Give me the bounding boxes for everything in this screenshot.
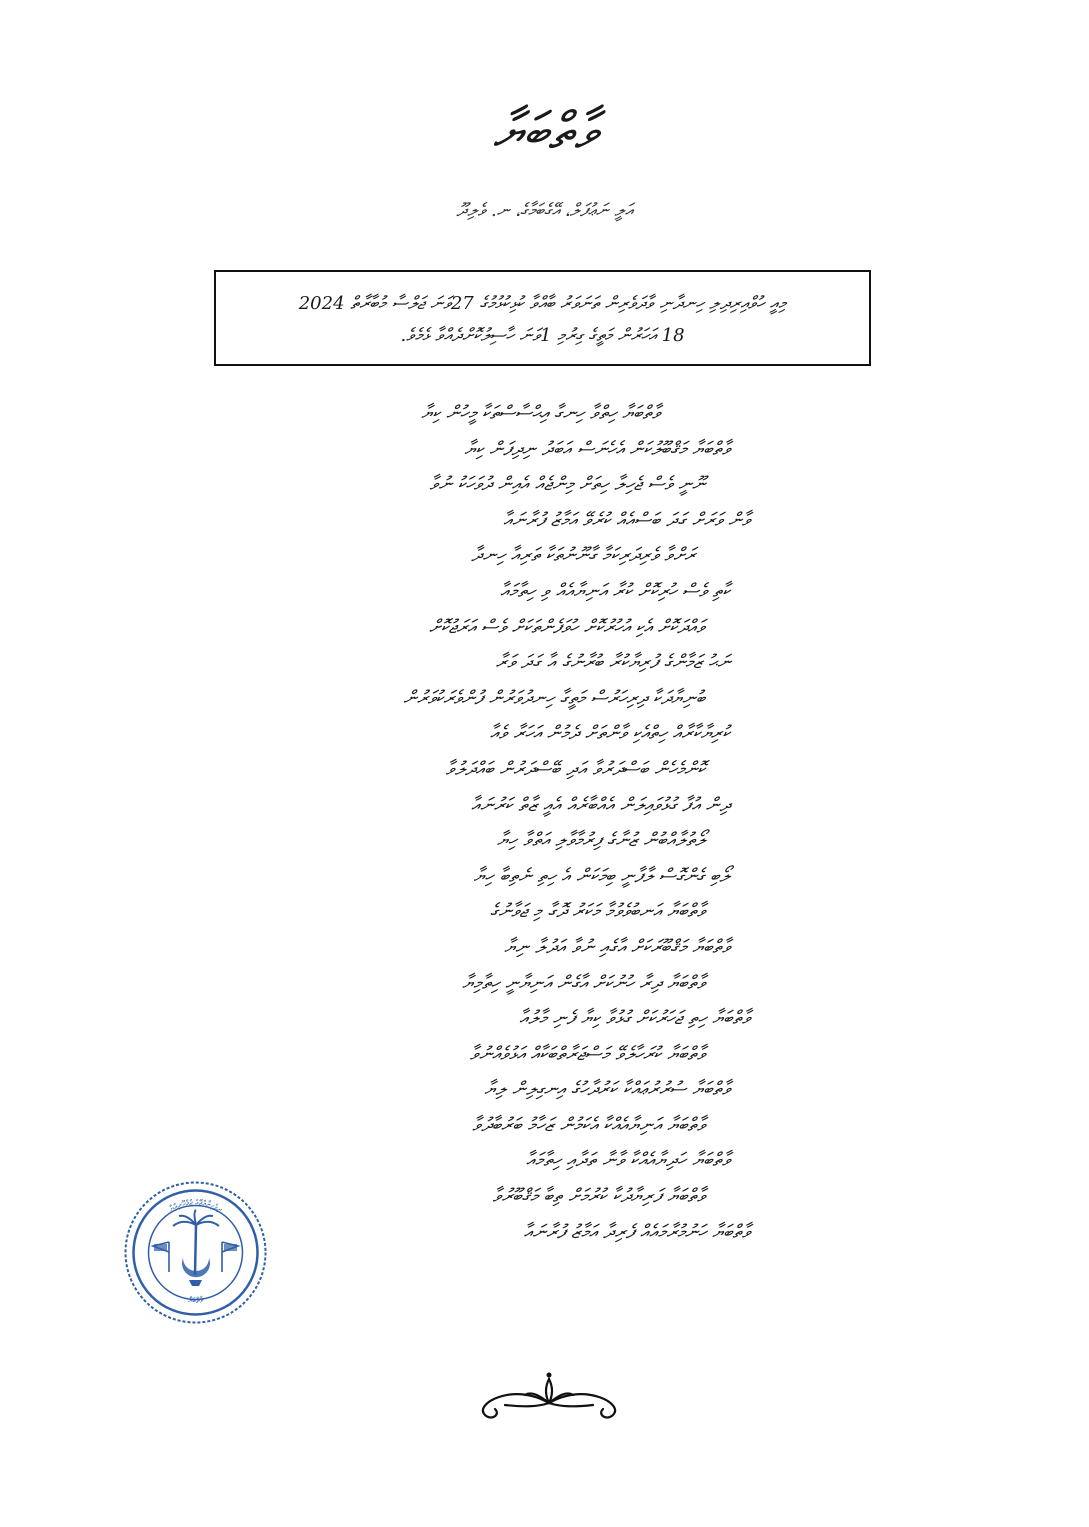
poem-line: ލޯބި ގެންގޮސް ލާފާނީ ބިމަކަން އެ ހިތި ނެތިބާ ހިޔާ: [473, 864, 730, 887]
poem-line: ރަށްވާ ވެރިދަރިކަމާ ގާނޫނުތަކާ ތަރިއާ ހިނދާ: [471, 544, 695, 567]
official-seal-icon: [123, 1180, 268, 1325]
poem-line: ވާން ވަރަށް ގަދަ ބަސްއެއް ކުރެވޭ އަމާޒު ފުރާނައާ: [503, 508, 750, 531]
poem-line: ކާތި ވެސް ހުރިކޮށް ކުރާ އަނިޔާއެއް ވި ހިތާމައާ: [500, 579, 730, 602]
poem-line: ވާތްބަޔާ އަނބުވެވުމާ މަކަރު ދޮގާ މި ޖަވާނުގެ: [489, 900, 705, 923]
poem-line: ބުނިޔާދަކާ ދިރިހަރުސް މަތީގާ ހިނދުވަރުން ފުންވެރަކުވަރުން: [403, 686, 705, 709]
competition-info-box: [214, 270, 871, 366]
poem-line: ވާތްބަޔާ މަޤްބޫރަކަށް އާގެއި ނުވާ އަދުލާ ނިޔާ: [504, 935, 730, 958]
author-line: އަލީ ނަޢުފަލް، އޭގެބަމާގެ، ނ. ވެލިދޫ: [456, 200, 633, 221]
decorative-flourish-icon: [465, 1365, 633, 1425]
poem-line: ކޮންމެހެން ބަސްދަރުވާ އަދި ބޭސްދަރުން ބައްދަލުވާ: [445, 757, 705, 780]
poem-line: ވާތްބަޔާ ހަދިޔާއެއްކާ ވާނާ ތަދާއި ހިތާމައާ: [525, 1149, 730, 1172]
poem-line: ވާތްބަޔާ ހިތި ޖަހަރުކަށް ގުޅުވާ ކިޔާ ފެނި މާލުއާ: [519, 1007, 750, 1030]
poem-line: ވާތްބަޔާ ފަރިޔާދުކާ ކުރުމަށް ތިބާ މަޤްބޫރުވާ: [492, 1185, 705, 1208]
poem-line: ވާތްބަޔާ އަނިޔާއެއްކާ އެކަމުން ޒަހާމު ބަރުބާދުވާ: [472, 1113, 705, 1136]
info-line-2: 18 އަހަރުން މަތީގެ ގިރުމި 1ވަނަ ހާސިލުކޮށްދެއްވާ ޅެމެވެ.: [400, 325, 685, 346]
poem-line: ވައްދަކޮށް އެކި އުހުރުކޮށް ހުވަފެންތަކަށް ވެސް އަރަޖުކޮށް: [428, 615, 705, 638]
poem-line: ދިން އުފާ ގުޅުވައިލަން އެއްބާރެއް އެއީ ޒާތް ކަރުނައާ: [471, 793, 730, 816]
poem-line: ވާތްބަޔާ ކުރަހާލެވޭ މަސްޖަރާތްބަކާއް އަޅުވެއްނުވާ: [469, 1042, 705, 1065]
poem-line: ނޫނީ ވެސް ޖެހިލާ ހިތަށް މިންޖެއް އެއިން ދުވަހަކު ނުވާ: [429, 473, 705, 496]
poem-line: ވާތްބަޔާ ސުރުރުޢައްކާ ކަރުދާހުގެ އިނގިލިން ލިޔާ: [484, 1078, 730, 1101]
poem-line: ލޯތުލާއްބުން ޒުނާގެ ފިރުމާވާލި އަތްވާ ހިޔާ: [496, 829, 705, 852]
seal-bottom-text: ވާތްބަޔާ: [187, 1295, 204, 1306]
poem-line: ކުރިޔާކާރާއް ހިތްއެކި ވާންތަށް ދެމުން އަހަރާ ވެއާ: [489, 722, 730, 745]
poem-title: ވާތްބަޔާ: [492, 102, 597, 162]
poem-line: ވާތްބަޔާ ދިރާ ހުނުކަށް އާގެން އަނިޔާނީ ހިތާމިޔާ: [462, 971, 705, 994]
seal-top-text: ދިވެހިރާއްޖޭގެ ޖުމްހޫރިއްޔާ: [167, 1197, 224, 1214]
poem-line: ވާތްބަޔާ ހިތްވާ ހިނގާ އިޙްސާސްތަކާ މީހުން ކިޔާ: [421, 402, 660, 424]
poem-body: [320, 396, 750, 1250]
info-line-1: މިއީ ހުވްއިރިދިލި ހިނދާނި ވާދަވެރިން ތަނަވަރު ބާއްވާ ކުޅިކުޅުމުގެ 27ވަނަ ޖަލްސާ މުބާރާތް 2024: [298, 293, 787, 314]
poem-line: ނަޙު ޒަމާންގެ ފުރިޔާކުރާ ބުރާނުގެ އާ ގަދަ ވަރާ: [495, 651, 730, 674]
poem-line: ވާތްބަޔާ މަޤްބޫލުކަން އެހެނަސް އަބަދު ނިދިފަން ކިޔާ: [464, 437, 730, 460]
poem-line: ވާތްބަޔާ ހަނުމުރާމައެއް ފެރިދާ އަމާޒު ފުރާނައާ: [523, 1220, 750, 1243]
